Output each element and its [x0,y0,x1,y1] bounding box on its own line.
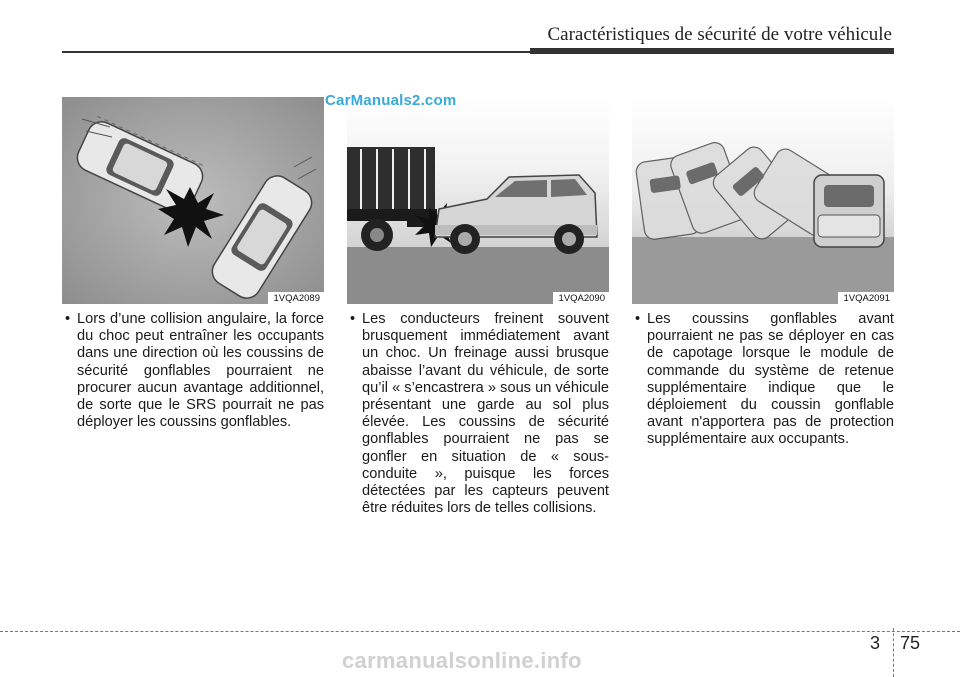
figure-code: 1VQA2090 [553,292,609,304]
bullet-item [62,311,324,431]
bullet-item [632,311,894,449]
figure-code: 1VQA2091 [838,292,894,304]
bullet-text: Les conducteurs freinent souvent brusquement immédiatement avant un choc. Un freinage aussi brusque abaisse l’avant du véhicule, de sorte qu’il « s’encastrera » sous un véhicule présentant une garde au sol plus élevée. Les coussins de sécurité gonflables pourraient ne pas se gonfler en situation de « sous-conduite », puisque les forces détectées par les capteurs peuvent être réduites lors de telles collisions. [362,311,609,517]
watermark-bottom: carmanualsonline.info [342,648,582,673]
bullet-text: Lors d’une collision angulaire, la force du choc peut entraîner les occupants dans une direction où les coussins de sécurité gonflables pourraient ne procurer aucun avantage additionnel, de sorte que le SRS pourrait ne pas déployer les coussins gonflables. [77,311,324,431]
figure-rollover [632,97,894,304]
footer-rule [0,631,960,632]
footer-divider [893,628,894,677]
header-rule-bold [530,48,894,54]
figure-angled-collision [62,97,324,304]
bullet-marker: • [350,311,356,327]
bullet-item [347,311,609,517]
figure-code: 1VQA2089 [268,292,324,304]
angled-collision-illustration [62,97,324,304]
watermark-top: CarManuals2.com [325,92,457,109]
bullet-marker: • [65,311,71,327]
underride-collision-illustration [347,97,609,304]
bullet-marker: • [635,311,641,327]
figure-underride-collision [347,97,609,304]
chapter-number: 3 [870,633,881,653]
page-header-title: Caractéristiques de sécurité de votre véhicule [547,24,892,45]
bullet-text: Les coussins gonflables avant pourraient ne pas se déployer en cas de capotage lorsque le module de commande du système de retenue supplémentaire indique que le déploiement du coussin gonflable avant n'apportera pas de protection supplémentaire aux occupants. [647,311,894,448]
header-rule [62,51,532,53]
page-number: 75 [900,633,921,653]
rollover-illustration [632,97,894,304]
column-2-text [347,311,609,517]
column-3-text [632,311,894,449]
column-1-text [62,311,324,431]
